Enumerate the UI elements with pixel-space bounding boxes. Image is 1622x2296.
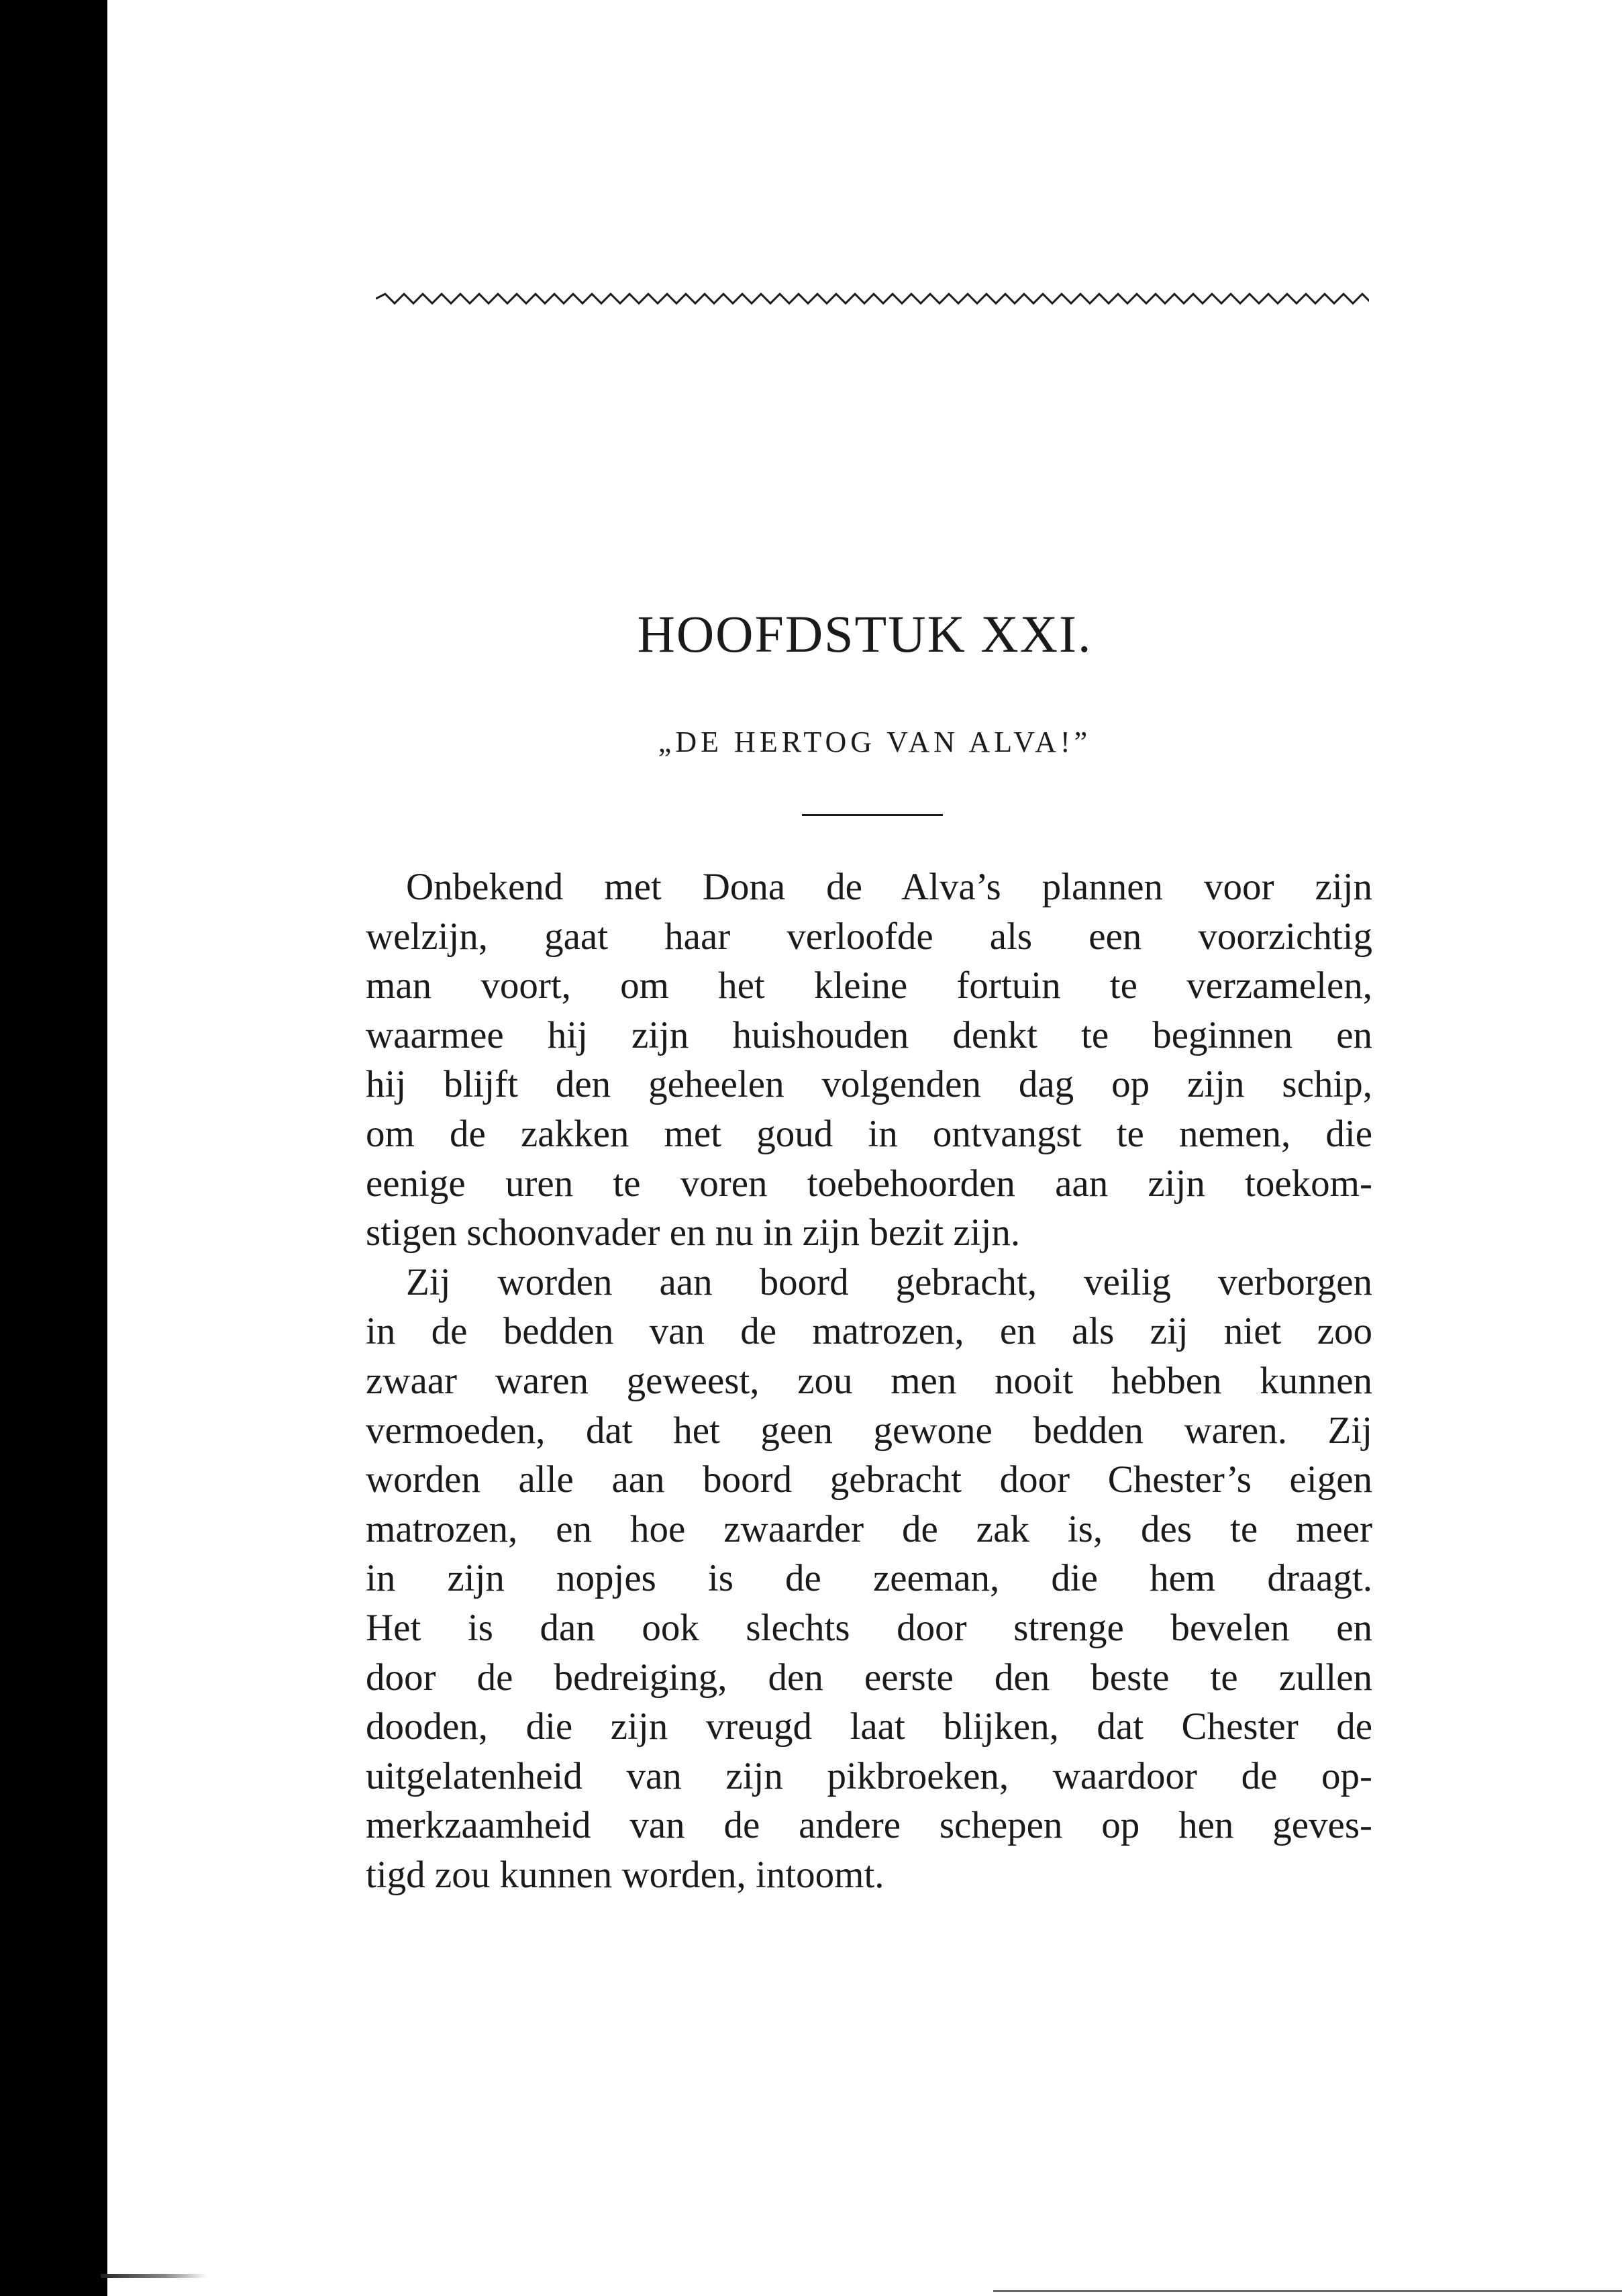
body-line: in zijn nopjes is de zeeman, die hem draagt. [366,1557,1372,1600]
scan-dark-margin [0,0,107,2296]
body-line: uitgelatenheid van zijn pikbroeken, waardoor de op- [366,1754,1372,1797]
scan-bottom-edge [993,2290,1622,2292]
chapter-subtitle: „DE HERTOG VAN ALVA!” [658,726,1092,758]
body-line: in de bedden van de matrozen, en als zij niet zoo [366,1310,1372,1353]
body-line: worden alle aan boord gebracht door Chester’s eigen [366,1458,1372,1501]
chapter-title: HOOFDSTUK XXI. [637,605,1093,663]
body-line: om de zakken met goud in ontvangst te nemen, die [366,1112,1372,1155]
body-line: door de bedreiging, den eerste den beste te zullen [366,1656,1372,1699]
body-line: vermoeden, dat het geen gewone bedden waren. Zij [366,1409,1372,1452]
body-line: zwaar waren geweest, zou men nooit hebben kunnen [366,1359,1372,1402]
body-line: merkzaamheid van de andere schepen op hen geves- [366,1804,1372,1847]
body-line: man voort, om het kleine fortuin te verzamelen, [366,964,1372,1007]
body-line: eenige uren te voren toebehoorden aan zijn toekom- [366,1162,1372,1205]
body-line: welzijn, gaat haar verloofde als een voorzichtig [366,915,1372,958]
body-line: Onbekend met Dona de Alva’s plannen voor zijn [406,866,1372,908]
body-line: matrozen, en hoe zwaarder de zak is, des te meer [366,1507,1372,1550]
title-divider [802,814,943,816]
body-line: Het is dan ook slechts door strenge bevelen en [366,1606,1372,1649]
body-line: Zij worden aan boord gebracht, veilig verborgen [406,1260,1372,1303]
wavy-ornament-rule [376,289,1369,309]
body-line: tigd zou kunnen worden, intoomt. [366,1853,884,1896]
chapter-body [366,862,1372,1899]
body-line: dooden, die zijn vreugd laat blijken, dat Chester de [366,1705,1372,1748]
body-line: hij blijft den geheelen volgenden dag op zijn schip, [366,1063,1372,1106]
body-line: stigen schoonvader en nu in zijn bezit zijn. [366,1211,1021,1254]
body-line: waarmee hij zijn huishouden denkt te beginnen en [366,1013,1372,1056]
scan-edge-shadow [101,2274,208,2278]
